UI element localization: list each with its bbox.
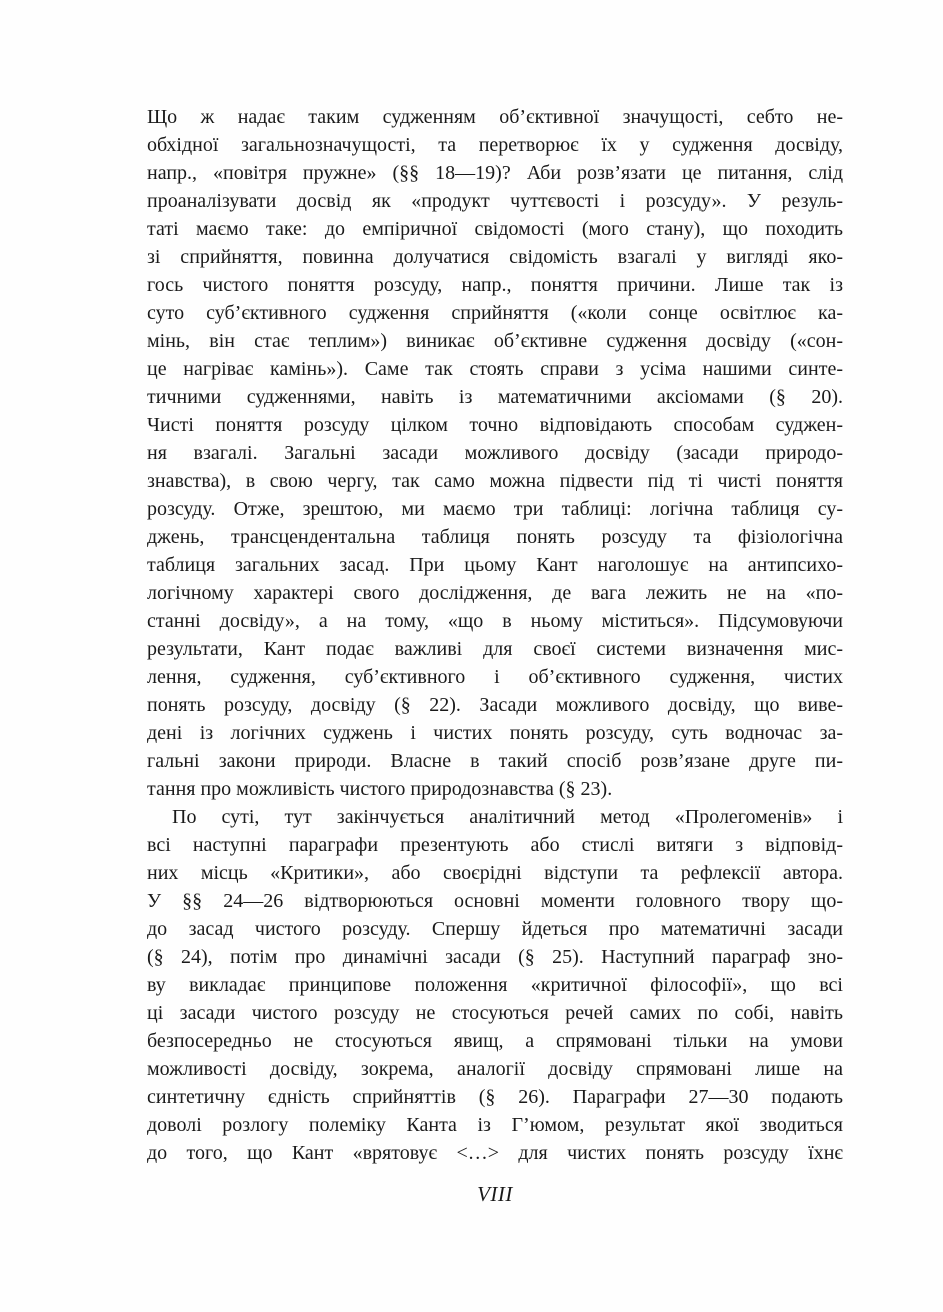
text-line: напр., «повітря пружне» (§§ 18—19)? Аби розв’язати це питання, слід <box>147 162 843 184</box>
text-line: безпосередньо не стосуються явищ, а спрямовані тільки на умови <box>147 1030 843 1052</box>
text-line: Що ж надає таким судженням об’єктивної значущості, себто не- <box>147 106 843 128</box>
text-line: суто суб’єктивного судження сприйняття («коли сонце освітлює ка- <box>147 302 843 324</box>
text-line: синтетичну єдність сприйняттів (§ 26). Параграфи 27—30 подають <box>147 1086 843 1108</box>
text-line: це нагріває камінь»). Саме так стоять справи з усіма нашими синте- <box>147 358 843 380</box>
text-line: Чисті поняття розсуду цілком точно відповідають способам суджен- <box>147 414 843 436</box>
text-line: (§ 24), потім про динамічні засади (§ 25). Наступний параграф зно- <box>147 946 843 968</box>
text-line: зі сприйняття, повинна долучатися свідомість взагалі у вигляді яко- <box>147 246 843 268</box>
text-line: гось чистого поняття розсуду, напр., поняття причини. Лише так із <box>147 274 843 296</box>
text-line: таті маємо таке: до емпіричної свідомості (мого стану), що походить <box>147 218 843 240</box>
text-line: до засад чистого розсуду. Спершу йдеться про математичні засади <box>147 918 843 940</box>
text-line: всі наступні параграфи презентують або стислі витяги з відповід- <box>147 834 843 856</box>
text-line: таблиця загальних засад. При цьому Кант наголошує на антипсихо- <box>147 554 843 576</box>
text-line: джень, трансцендентальна таблиця понять розсуду та фізіологічна <box>147 526 843 548</box>
text-line: У §§ 24—26 відтворюються основні моменти головного твору що- <box>147 890 843 912</box>
text-line: ці засади чистого розсуду не стосуються речей самих по собі, навіть <box>147 1002 843 1024</box>
text-line: розсуду. Отже, зрештою, ми маємо три таблиці: логічна таблиця су- <box>147 498 843 520</box>
text-line: знавства), в свою чергу, так само можна підвести під ті чисті поняття <box>147 470 843 492</box>
text-line: результати, Кант подає важливі для своєї системи визначення мис- <box>147 638 843 660</box>
text-line: ня взагалі. Загальні засади можливого досвіду (засади природо- <box>147 442 843 464</box>
text-line: мінь, він стає теплим») виникає об’єктивне судження досвіду («сон- <box>147 330 843 352</box>
text-line: понять розсуду, досвіду (§ 22). Засади можливого досвіду, що виве- <box>147 694 843 716</box>
text-line: них місць «Критики», або своєрідні відступи та рефлексії автора. <box>147 862 843 884</box>
text-line: тичними судженнями, навіть із математичними аксіомами (§ 20). <box>147 386 843 408</box>
text-line: проаналізувати досвід як «продукт чуттєвості і розсуду». У резуль- <box>147 190 843 212</box>
text-line: лення, судження, суб’єктивного і об’єктивного судження, чистих <box>147 666 843 688</box>
page-number: VIII <box>477 1182 513 1206</box>
text-line: доволі розлогу полеміку Канта із Г’юмом, результат якої зводиться <box>147 1114 843 1136</box>
text-block <box>147 103 843 1167</box>
text-line: логічному характері свого дослідження, де вага лежить не на «по- <box>147 582 843 604</box>
text-line: станні досвіду», а на тому, «що в ньому міститься». Підсумовуючи <box>147 610 843 632</box>
text-line: до того, що Кант «врятовує <…> для чистих понять розсуду їхнє <box>147 1142 843 1164</box>
text-line: гальні закони природи. Власне в такий спосіб розв’язане друге пи- <box>147 750 843 772</box>
text-line: По суті, тут закінчується аналітичний метод «Пролегоменів» і <box>172 806 843 828</box>
text-line: можливості досвіду, зокрема, аналогії досвіду спрямовані лише на <box>147 1058 843 1080</box>
text-line: дені із логічних суджень і чистих понять розсуду, суть водночас за- <box>147 722 843 744</box>
text-line: обхідної загальнозначущості, та перетворює їх у судження досвіду, <box>147 134 843 156</box>
text-line: тання про можливість чистого природознавства (§ 23). <box>147 778 613 800</box>
text-line: ву викладає принципове положення «критичної філософії», що всі <box>147 974 843 996</box>
